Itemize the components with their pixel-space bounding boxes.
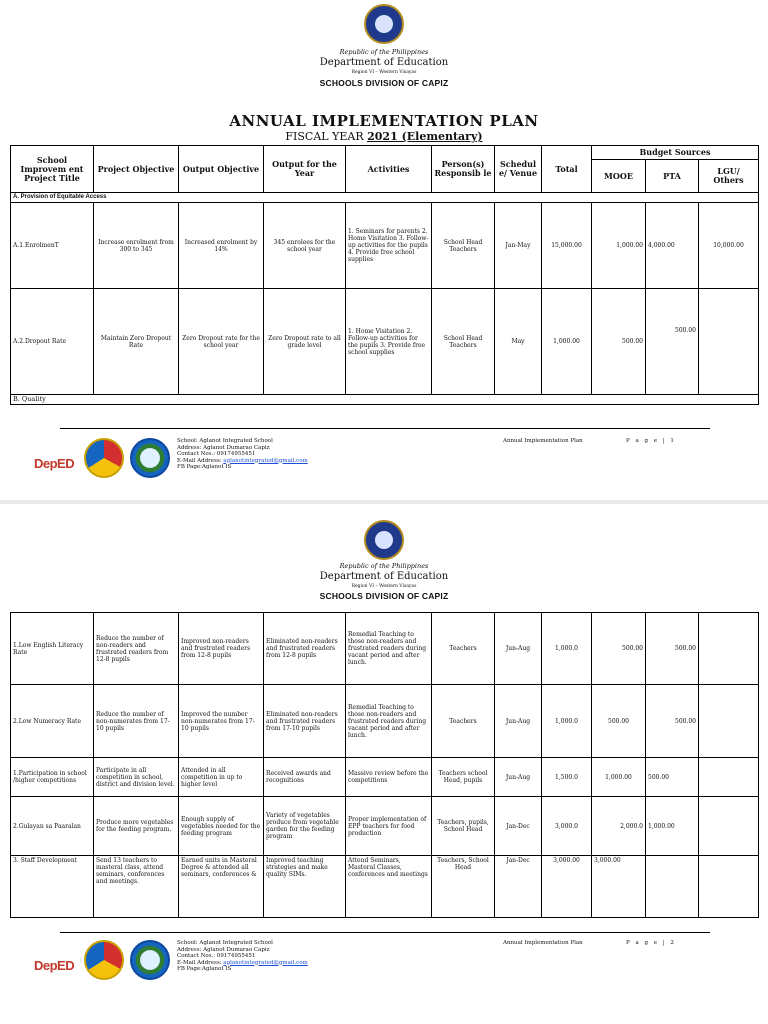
row-output-objective: Improved the number non-numerates from 17-10 pupils (179, 685, 264, 758)
fiscal-year-line: FISCAL YEAR 2021 (Elementary) (285, 130, 483, 143)
deped-logo: DepED (34, 456, 75, 471)
deped-logo: DepED (34, 958, 75, 973)
col-activities: Activities (346, 146, 432, 193)
row-schedule: Jan-Dec (495, 797, 542, 856)
page-number: P a g e | 1 (626, 438, 676, 444)
row-mooe: 2,000.0 (592, 797, 646, 856)
bagong-pilipinas-logo-icon (84, 438, 124, 478)
col-objective: Project Objective (94, 146, 179, 193)
col-budget-sources: Budget Sources (592, 146, 759, 160)
row-schedule: Jan-May (495, 203, 542, 289)
row-pta: 4,000.00 (646, 203, 699, 289)
row-persons: Teachers (432, 685, 495, 758)
aip-table-page-1 (10, 145, 759, 405)
footer-logos (34, 434, 174, 482)
email-link[interactable]: aglanotintegrated@gmail.com (223, 959, 308, 966)
row-schedule: May (495, 289, 542, 395)
department-text: Department of Education (319, 57, 449, 68)
footer-contact: Contact Nos.: 09174955451 (177, 451, 256, 457)
row-total: 1,500.0 (542, 758, 592, 797)
footer-divider (60, 932, 710, 933)
school-seal-icon (130, 940, 170, 980)
row-persons: School Head Teachers (432, 203, 495, 289)
table-row (11, 758, 759, 797)
table-row (11, 203, 759, 289)
row-total: 1,000.0 (542, 613, 592, 685)
row-objective: Send 13 teachers to masteral class, attend seminars, conferences and meetings. (94, 856, 179, 918)
footer-school: School: Aglanot Integrated School (177, 438, 273, 444)
row-objective: Participate in all competition in school, district and division level. (94, 758, 179, 797)
footer-divider (60, 428, 710, 429)
row-schedule: Jun-Aug (495, 685, 542, 758)
row-output-year: Variety of vegetables produce from vegetable garden for the feeding program (264, 797, 346, 856)
col-lgu: LGU/ Others (699, 160, 759, 193)
row-persons: Teachers (432, 613, 495, 685)
row-objective: Produce more vegetables for the feeding program. (94, 797, 179, 856)
row-total: 1,000.00 (542, 289, 592, 395)
region-text: Region VI – Western Visayas (351, 70, 417, 75)
aip-table-page-2 (10, 612, 759, 918)
col-pta: PTA (646, 160, 699, 193)
row-lgu: 10,000.00 (699, 203, 759, 289)
row-schedule: Jun-Aug (495, 613, 542, 685)
footer-school-info (177, 940, 308, 973)
row-mooe: 500.00 (592, 289, 646, 395)
row-mooe: 500.00 (592, 685, 646, 758)
row-activities: Proper implementation of EPP teachers for food production (346, 797, 432, 856)
document-page-1 (0, 0, 768, 500)
row-activities: Remedial Teaching to those non-readers and frustrated readers during vacant period and after lunch. (346, 685, 432, 758)
region-text: Region VI – Western Visayas (351, 584, 417, 589)
table-row (11, 797, 759, 856)
row-objective: Reduce the number of non-numerates from 17-10 pupils (94, 685, 179, 758)
row-mooe: 1,000.00 (592, 758, 646, 797)
row-pta: 500.00 (646, 685, 699, 758)
footer-fb: FB Page:Aglanot IS (177, 966, 232, 972)
col-schedule: Schedul e/ Venue (495, 146, 542, 193)
row-pta: 1,000.00 (646, 797, 699, 856)
row-lgu (699, 685, 759, 758)
row-lgu (699, 856, 759, 918)
row-output-objective: Zero Dropout rate for the school year (179, 289, 264, 395)
row-objective: Maintain Zero Dropout Rate (94, 289, 179, 395)
footer-doc-name: Annual Implementation Plan (503, 438, 583, 444)
row-mooe: 3,000.00 (592, 856, 646, 918)
row-title: A.1.EnrolmenT (11, 203, 94, 289)
row-persons: Teachers, School Head (432, 856, 495, 918)
row-total: 1,000.0 (542, 685, 592, 758)
row-output-objective: Improved non-readers and frustrated readers from 12-8 pupils (179, 613, 264, 685)
row-total: 3,000.0 (542, 797, 592, 856)
row-pta: 500.00 (646, 758, 699, 797)
row-lgu (699, 797, 759, 856)
row-lgu (699, 758, 759, 797)
table-row (11, 856, 759, 918)
row-output-year: Zero Dropout rate to all grade level (264, 289, 346, 395)
row-title: 1.Participation in school /higher competitions (11, 758, 94, 797)
row-activities: Massive review before the competitions (346, 758, 432, 797)
row-title: 2.Gulayan sa Paaralan (11, 797, 94, 856)
row-title: 3. Staff Development (11, 856, 94, 918)
republic-text: Republic of the Philippines (339, 562, 429, 570)
document-title: ANNUAL IMPLEMENTATION PLAN (229, 112, 539, 130)
row-persons: Teachers school Head, pupils (432, 758, 495, 797)
col-output-objective: Output Objective (179, 146, 264, 193)
row-objective: Reduce the number of non-readers and frustrated readers from 12-8 pupils (94, 613, 179, 685)
row-output-objective: Enough supply of vegetables needed for the feeding program (179, 797, 264, 856)
document-page-2 (0, 504, 768, 1024)
row-persons: Teachers, pupils, School Head (432, 797, 495, 856)
col-persons: Person(s) Responsib le (432, 146, 495, 193)
footer-contact: Contact Nos.: 09174955451 (177, 953, 256, 959)
row-schedule: Jun-Aug (495, 758, 542, 797)
row-activities: Attend Seminars, Masteral Classes, conferences and meetings (346, 856, 432, 918)
footer-address: Address: Aglanot Dumarao Capiz (177, 946, 270, 953)
division-text: SCHOOLS DIVISION OF CAPIZ (319, 78, 449, 88)
row-pta: 500.00 (646, 289, 699, 395)
col-output-year: Output for the Year (264, 146, 346, 193)
row-total: 3,000.00 (542, 856, 592, 918)
row-output-year: Improved teaching strategies and make quality SIMs. (264, 856, 346, 918)
row-mooe: 500.00 (592, 613, 646, 685)
deped-seal-icon (364, 520, 404, 560)
row-activities: 1. Home Visitation 2. Follow-up activities for the pupils 3. Provide free school supplies (346, 289, 432, 395)
row-output-objective: Increased enrolment by 14% (179, 203, 264, 289)
row-activities: Remedial Teaching to those non-readers and frustrated readers during vacant period and after lunch. (346, 613, 432, 685)
row-title: 1.Low English Literacy Rate (11, 613, 94, 685)
col-project-title: School Improvem ent Project Title (11, 146, 94, 193)
table-row (11, 289, 759, 395)
row-title: A.2.Dropout Rate (11, 289, 94, 395)
row-output-year: 345 enrolees for the school year (264, 203, 346, 289)
section-a-heading: A. Provision of Equitable Access (11, 193, 759, 203)
page-number: P a g e | 2 (626, 940, 676, 946)
row-total: 15,000.00 (542, 203, 592, 289)
footer-email-line: E-Mail Address: aglanotintegrated@gmail.com (177, 959, 308, 966)
footer-logos (34, 936, 174, 984)
row-lgu (699, 289, 759, 395)
fiscal-year-value: 2021 (367, 130, 398, 143)
row-output-year: Received awards and recognitions (264, 758, 346, 797)
row-output-objective: Earned units in Masteral Degree & attended all seminars, conferences & (179, 856, 264, 918)
row-persons: School Head Teachers (432, 289, 495, 395)
email-link[interactable]: aglanotintegrated@gmail.com (223, 457, 308, 464)
footer-school: School: Aglanot Integrated School (177, 940, 273, 946)
row-schedule: Jan-Dec (495, 856, 542, 918)
row-output-objective: Attended in all competition in up to higher level (179, 758, 264, 797)
col-mooe: MOOE (592, 160, 646, 193)
footer-school-info (177, 438, 308, 471)
row-activities: 1. Seminars for parents 2. Home Visitation 3. Follow-up activities for the pupils 4. Provide free school supplies (346, 203, 432, 289)
row-pta (646, 856, 699, 918)
table-row (11, 685, 759, 758)
division-text: SCHOOLS DIVISION OF CAPIZ (319, 591, 449, 601)
row-objective: Increase enrolment from 300 to 345 (94, 203, 179, 289)
row-title: 2.Low Numeracy Rate (11, 685, 94, 758)
footer-doc-name: Annual Implementation Plan (503, 940, 583, 946)
footer-address: Address: Aglanot Dumarao Capiz (177, 444, 270, 451)
col-total: Total (542, 146, 592, 193)
footer-email-line: E-Mail Address: aglanotintegrated@gmail.com (177, 457, 308, 464)
republic-text: Republic of the Philippines (339, 48, 429, 56)
row-lgu (699, 613, 759, 685)
table-row (11, 613, 759, 685)
footer-fb: FB Page:Aglanot IS (177, 464, 232, 470)
school-seal-icon (130, 438, 170, 478)
bagong-pilipinas-logo-icon (84, 940, 124, 980)
department-text: Department of Education (319, 571, 449, 582)
section-b-heading: B. Quality (11, 395, 759, 405)
deped-seal-icon (364, 4, 404, 44)
row-output-year: Eliminated non-readers and frustrated readers from 17-10 pupils (264, 685, 346, 758)
row-output-year: Eliminated non-readers and frustrated readers from 12-8 pupils (264, 613, 346, 685)
row-mooe: 1,000.00 (592, 203, 646, 289)
row-pta: 500.00 (646, 613, 699, 685)
